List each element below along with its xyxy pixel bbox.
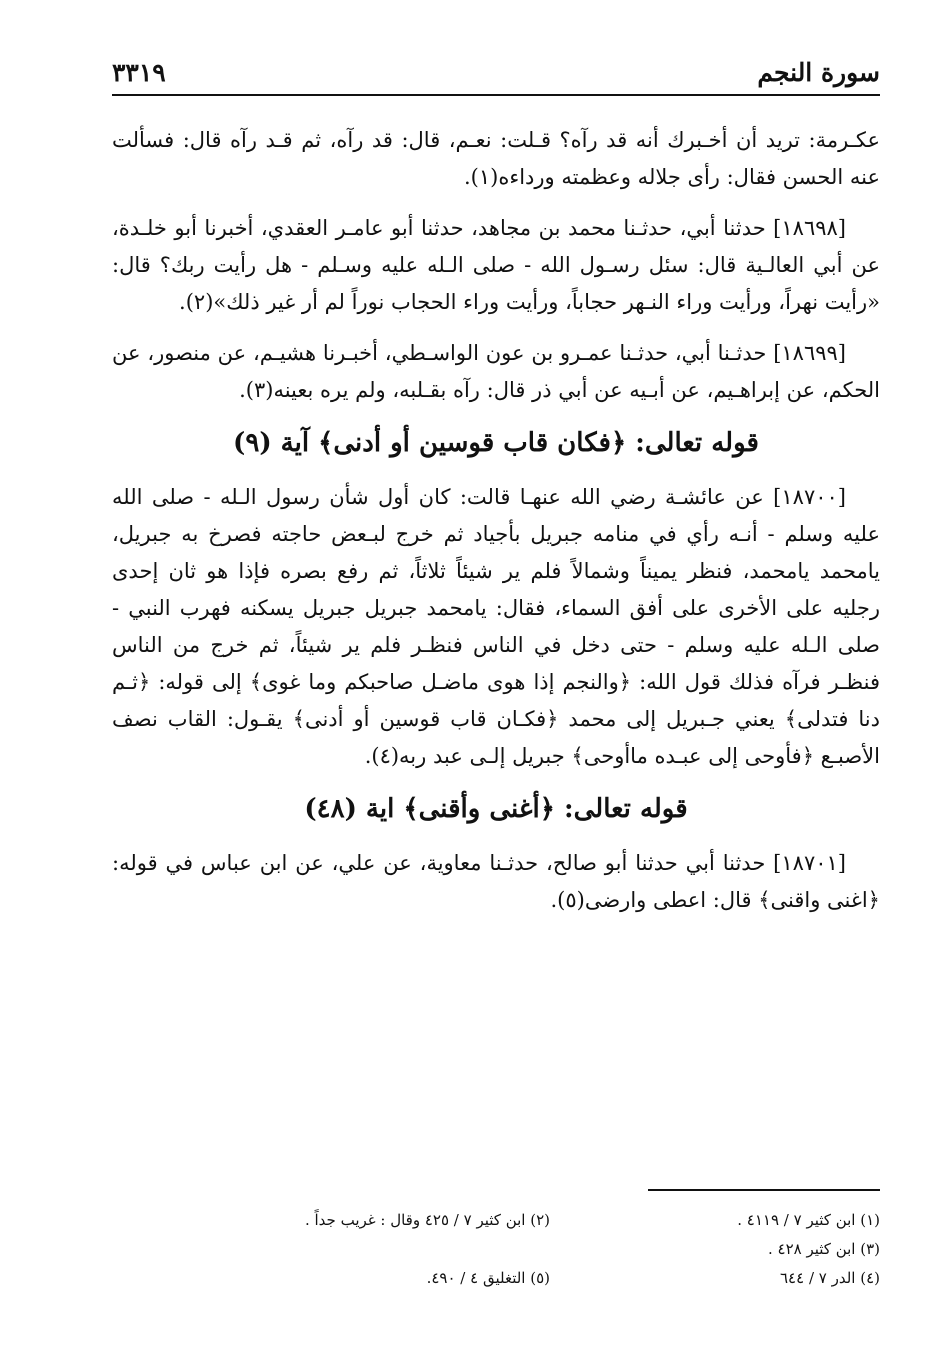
paragraph-18701: [١٨٧٠١] حدثنا أبي حدثنا أبو صالح، حدثـنا معاوية، عن علي، عن ابن عباس في قوله: ﴿اغنى واقنى﴾ قال: اعطى وارضى(٥). (112, 851, 880, 912)
running-header (112, 58, 880, 96)
footnote-1: (١) ابن كثير ٧ / ٤١١٩ . (737, 1211, 880, 1229)
footnote-2: (٢) ابن كثير ٧ / ٤٢٥ وقال : غريب جداً . (304, 1211, 550, 1229)
surah-title: سورة النجم (757, 58, 880, 87)
section-heading-verse-48: قوله تعالى: ﴿أغنى وأقنى﴾ اية (٤٨) (304, 794, 688, 824)
footnote-4: (٤) الدر ٧ / ٦٤٤ (780, 1269, 880, 1287)
footnotes (112, 1206, 880, 1293)
paragraph-continuation: عكـرمة: تريد أن أخـبرك أنه قد رآه؟ قـلت: نعـم، قال: قد رآه، ثم قـد رآه قال: فسألت عنه الحسن فقال: رأى جلاله وعظمته ورداءه(١). (112, 128, 880, 189)
footnote-3: (٣) ابن كثير ٤٢٨ . (767, 1240, 880, 1258)
paragraph-18700: [١٨٧٠٠] عن عائشـة رضي الله عنهـا قالت: كان أول شأن رسول الـله - صلى الله عليه وسلم - أنـه رأي في منامه جبريل بأجياد ثم خرج لبـعض حاجته فصرخ به جبريل، يامحمد يامحمد، فنظر يميناً وشمالاً فلم ير شيئاً ثلاثاً، ثم رفع بصره فإذا هو ثان إحدى رجليه على الأخرى على أفق السماء، فقال: يامحمد جبريل جبريل يسكنه فهرب النبي - صلى الـله عليه وسلم - حتى دخل في الناس فنظـر فلم ير شيئاً، ثم خرج من الناس فنظـر فرآه فذلك قول الله: ﴿والنجم إذا هوى ماضـل صاحبكم وما غوى﴾ إلى قوله: ﴿ثـم دنا فتدلى﴾ يعني جـبريل إلى محمد ﴿فكـان قاب قوسين أو أدنى﴾ يقـول: القاب نصف الأصبـع ﴿فأوحى إلى عبـده ماأوحى﴾ جبريل إلـى عبد ربه(٤). (112, 485, 880, 768)
page-number: ٣٣١٩ (112, 58, 166, 87)
paragraph-18698: [١٨٦٩٨] حدثنا أبي، حدثـنا محمد بن مجاهد، حدثنا أبو عامـر العقدي، أخبرنا أبو خلـدة، عن أبي العالـية قال: سئل رسـول الله - صلى الـله عليه وسـلم - هل رأيت ربك؟ قال: «رأيت نهراً، ورأيت وراء النـهر حجاباً، ورأيت وراء الحجاب نوراً لم أر غير ذلك»(٢). (112, 216, 880, 314)
footnote-separator (648, 1189, 880, 1191)
footnote-5: (٥) التغليق ٤ / ٤٩٠. (426, 1269, 550, 1287)
main-text (112, 122, 880, 933)
section-heading-verse-9: قوله تعالى: ﴿فكان قاب قوسين أو أدنى﴾ آية (٩) (233, 428, 759, 458)
paragraph-18699: [١٨٦٩٩] حدثـنا أبي، حدثـنا عمـرو بن عون الواسـطي، أخبـرنا هشيـم، عن منصور، عن الحكم، عن إبراهـيم، عن أبـيه عن أبي ذر قال: رآه بقـلبه، ولم يره بعينه(٣). (112, 341, 880, 402)
